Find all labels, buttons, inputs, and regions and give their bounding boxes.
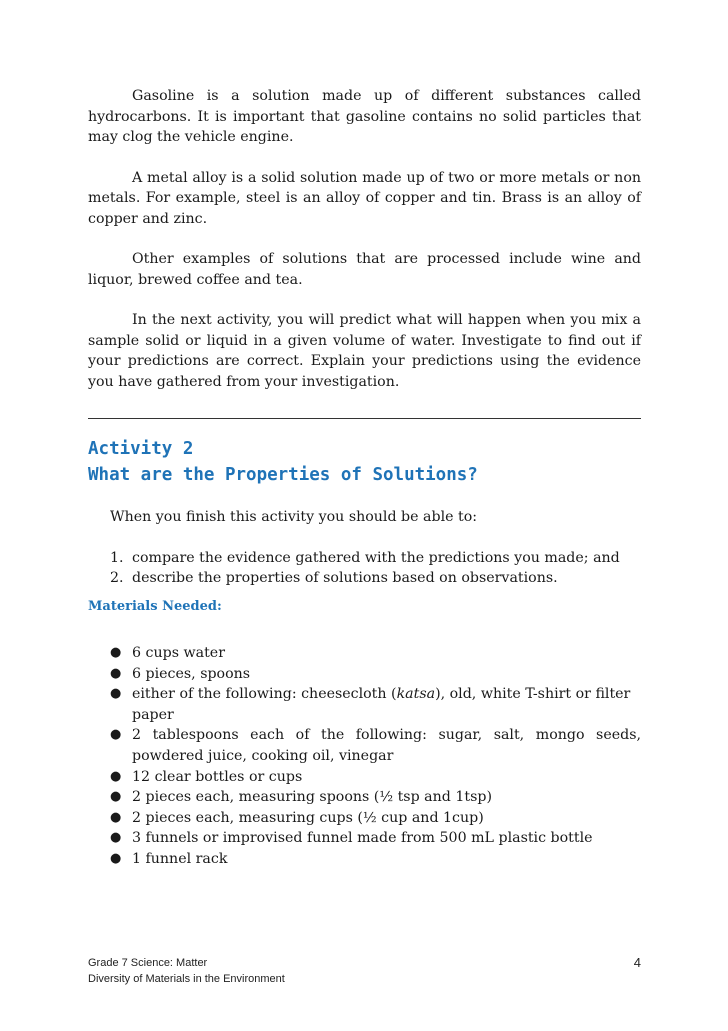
activity-heading [88,436,688,488]
list-text: 1 funnel rack [132,850,228,867]
bullet-icon: ● [110,686,122,702]
body-text [88,86,641,412]
list-text [132,684,641,725]
list-item [110,643,641,664]
bullet-icon: ● [110,665,122,681]
footer-unit: Diversity of Materials in the Environment [88,973,285,985]
list-item [110,787,641,808]
list-text: 3 funnels or improvised funnel made from 500 mL plastic bottle [132,830,593,847]
list-item [110,548,650,569]
list-text: describe the properties of solutions based on observations. [132,570,558,586]
bullet-icon: ● [110,830,122,846]
objectives [110,507,650,589]
bullet-icon: ● [110,850,122,866]
list-text: 6 pieces, spoons [132,665,251,682]
paragraph-next-activity: In the next activity, you will predict what will happen when you mix a sample solid or liquid in a given volume of water. Investigate to find out if your predictions are correct. Explain your predictions using the evidence you have gathered from your investigation. [88,312,641,390]
materials-heading: Materials Needed: [88,599,222,614]
list-item [110,568,650,589]
list-number: 2. [110,570,124,586]
activity-number: Activity 2 [88,439,194,459]
list-item [110,664,641,685]
bullet-icon: ● [110,727,122,743]
bullet-icon: ● [110,768,122,784]
list-text: 2 pieces each, measuring spoons (½ tsp and 1tsp) [132,789,492,806]
list-text-italic: katsa [396,686,436,703]
list-text-part: paper [132,706,174,723]
objectives-intro: When you finish this activity you should be able to: [110,509,478,525]
paragraph-other-examples: Other examples of solutions that are processed include wine and liquor, brewed coffee and tea. [88,251,641,288]
objectives-list [110,548,650,589]
page-footer [88,955,641,987]
list-text: 2 tablespoons each of the following: sugar, salt, mongo seeds, powdered juice, cooking oil, vinegar [132,727,641,764]
materials-list [110,643,641,870]
list-text-part: ), old, white T-shirt or filter [435,686,631,703]
section-divider [88,418,641,419]
list-text: 12 clear bottles or cups [132,768,303,785]
list-text-part: either of the following: cheesecloth ( [132,686,397,703]
bullet-icon: ● [110,789,122,805]
page-number: 4 [633,955,641,970]
list-text: compare the evidence gathered with the predictions you made; and [132,549,620,566]
bullet-icon: ● [110,645,122,660]
list-item [110,849,641,870]
list-item [110,828,641,849]
footer-course: Grade 7 Science: Matter [88,957,208,969]
list-item [110,725,641,766]
list-item [110,684,641,725]
list-item [110,767,641,788]
list-item [110,808,641,829]
paragraph-gasoline: Gasoline is a solution made up of different substances called hydrocarbons. It is important that gasoline contains no solid particles that may clog the vehicle engine. [88,88,641,145]
list-number: 1. [110,549,124,566]
list-text: 6 cups water [132,645,225,661]
activity-title: What are the Properties of Solutions? [88,465,478,485]
list-text: 2 pieces each, measuring cups (½ cup and 1cup) [132,809,484,826]
paragraph-alloy: A metal alloy is a solid solution made up of two or more metals or non metals. For example, steel is an alloy of copper and tin. Brass is an alloy of copper and zinc. [88,169,641,227]
bullet-icon: ● [110,809,122,825]
